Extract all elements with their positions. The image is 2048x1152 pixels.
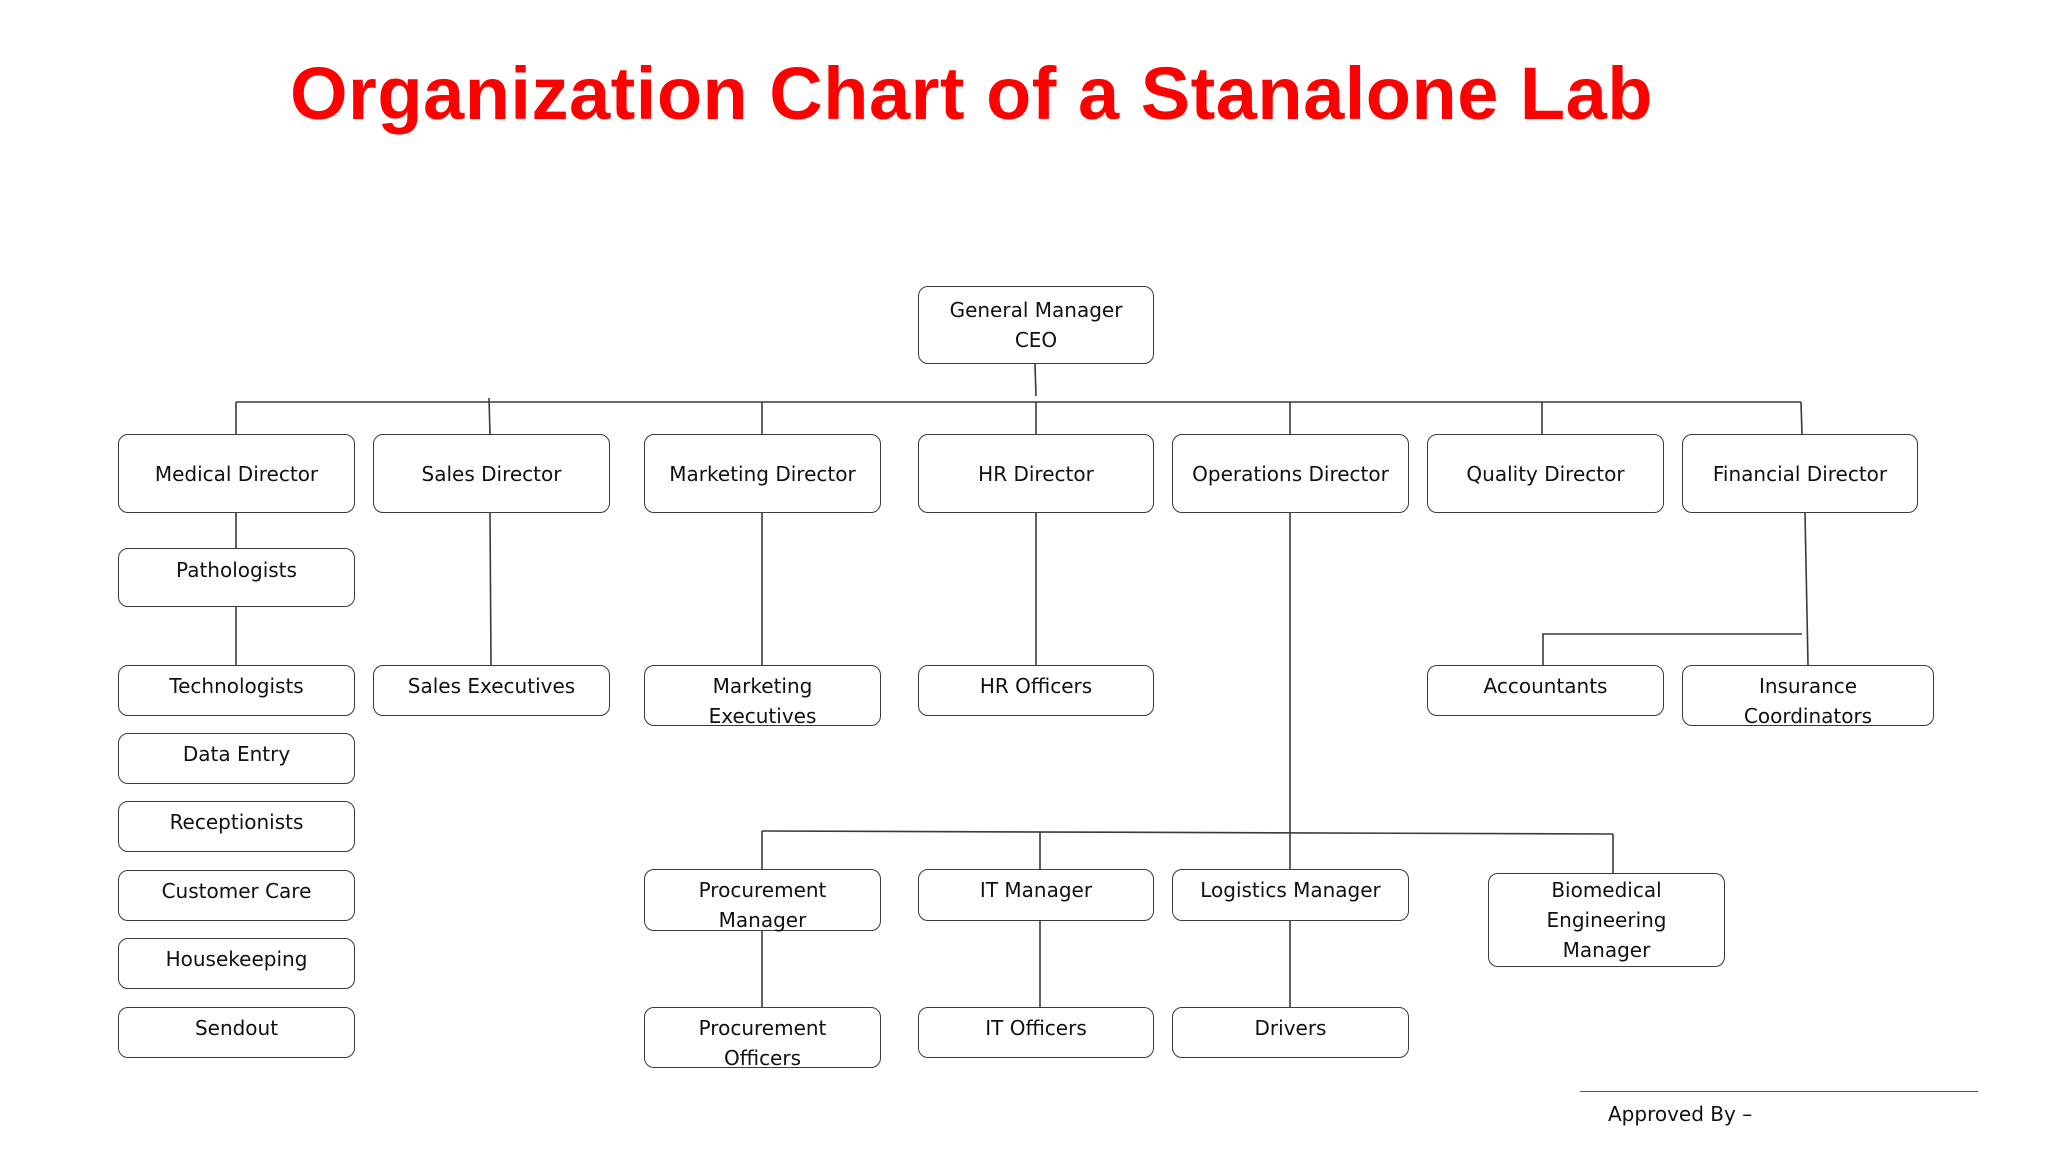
marketing-director-label: Marketing Director (669, 461, 856, 486)
procurement-manager-line2: Manager (718, 908, 807, 932)
pathologists-label: Pathologists (176, 558, 297, 582)
customer-care-label: Customer Care (161, 879, 312, 903)
approved-by-label: Approved By – (1608, 1102, 1753, 1126)
procurement-manager-box (644, 869, 881, 931)
housekeeping-label: Housekeeping (165, 947, 308, 971)
medical-director-box (118, 434, 355, 513)
pathologists-box (118, 548, 355, 607)
accountants-label: Accountants (1483, 674, 1608, 698)
marketing-executives-box (644, 665, 881, 726)
accountants-box (1427, 665, 1664, 716)
marketing-director-box (644, 434, 881, 513)
biomedical-engineering-manager-box (1488, 873, 1725, 967)
logistics-manager-box (1172, 869, 1409, 921)
customer-care-box (118, 870, 355, 921)
connector-financial-to-insurance (1805, 513, 1808, 665)
operations-director-label: Operations Director (1192, 461, 1389, 486)
hr-officers-label: HR Officers (979, 674, 1093, 698)
technologists-label: Technologists (169, 674, 304, 698)
biomedical-line3: Manager (1562, 938, 1651, 962)
ceo-box (918, 286, 1154, 364)
data-entry-label: Data Entry (182, 742, 291, 766)
signature-line (1580, 1091, 1978, 1092)
insurance-coordinators-box (1682, 665, 1934, 726)
ceo-title-line1: General Manager (949, 298, 1123, 322)
connector-operations-bus (762, 831, 1613, 834)
sales-director-box (373, 434, 610, 513)
sendout-box (118, 1007, 355, 1058)
biomedical-line2: Engineering (1546, 908, 1667, 932)
ceo-title-line2: CEO (1014, 328, 1058, 352)
it-manager-label: IT Manager (979, 878, 1093, 902)
page-title: Organization Chart of a Stanalone Lab (290, 52, 1653, 135)
procurement-officers-box (644, 1007, 881, 1068)
insurance-coordinators-line1: Insurance (1758, 674, 1858, 698)
sales-director-label: Sales Director (421, 461, 562, 486)
quality-director-label: Quality Director (1466, 461, 1625, 486)
procurement-officers-line1: Procurement (698, 1016, 827, 1040)
financial-director-label: Financial Director (1712, 461, 1888, 486)
financial-director-box (1682, 434, 1918, 513)
marketing-executives-line2: Executives (708, 704, 817, 728)
hr-director-box (918, 434, 1154, 513)
biomedical-line1: Biomedical (1551, 878, 1662, 902)
connector-sales-to-executives (490, 513, 491, 665)
marketing-executives-line1: Marketing (712, 674, 813, 698)
connector-financial-to-accountants (1543, 634, 1802, 665)
procurement-manager-line1: Procurement (698, 878, 827, 902)
it-officers-box (918, 1007, 1154, 1058)
data-entry-box (118, 733, 355, 784)
receptionists-label: Receptionists (169, 810, 304, 834)
sales-executives-box (373, 665, 610, 716)
insurance-coordinators-line2: Coordinators (1743, 704, 1873, 728)
operations-director-box (1172, 434, 1409, 513)
technologists-box (118, 665, 355, 716)
it-officers-label: IT Officers (985, 1016, 1087, 1040)
hr-director-label: HR Director (978, 461, 1094, 486)
drivers-box (1172, 1007, 1409, 1058)
connector-drop-financial (1801, 402, 1802, 434)
medical-director-label: Medical Director (154, 461, 319, 486)
drivers-label: Drivers (1254, 1016, 1327, 1040)
sales-executives-label: Sales Executives (407, 674, 576, 698)
quality-director-box (1427, 434, 1664, 513)
connector-drop-sales (489, 398, 490, 434)
sendout-label: Sendout (194, 1016, 279, 1040)
logistics-manager-label: Logistics Manager (1200, 878, 1381, 902)
hr-officers-box (918, 665, 1154, 716)
connector-ceo-to-bus (1035, 364, 1036, 396)
housekeeping-box (118, 938, 355, 989)
receptionists-box (118, 801, 355, 852)
procurement-officers-line2: Officers (723, 1046, 802, 1070)
it-manager-box (918, 869, 1154, 921)
